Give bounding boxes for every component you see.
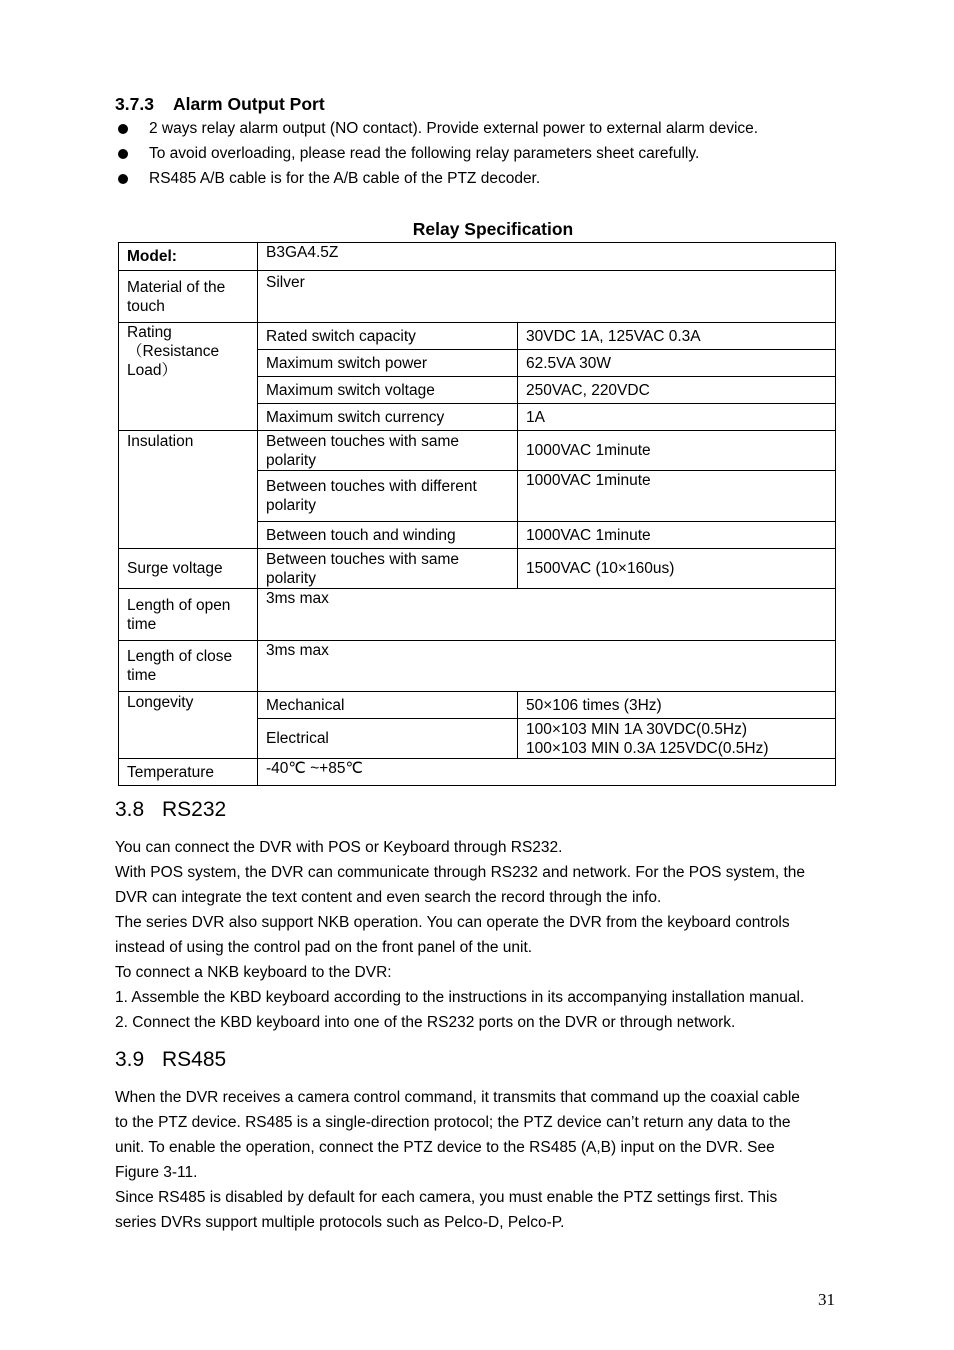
value-cell: 30VDC 1A, 125VAC 0.3A	[518, 323, 836, 350]
param-cell: Electrical	[258, 719, 518, 759]
value-cell: 1500VAC (10×160us)	[518, 549, 836, 589]
param-cell: Maximum switch currency	[258, 404, 518, 431]
param-cell: Maximum switch voltage	[258, 377, 518, 404]
temperature-label: Temperature	[119, 759, 258, 786]
value-cell: 1000VAC 1minute	[518, 431, 836, 471]
section-title: RS232	[162, 798, 227, 821]
bullet-dot-icon	[118, 124, 128, 134]
paragraph-line: to the PTZ device. RS485 is a single-direction protocol; the PTZ device can’t return any data to the	[115, 1114, 791, 1131]
rating-label: Rating （Resistance Load）	[119, 323, 258, 431]
paragraph-line: When the DVR receives a camera control command, it transmits that command up the coaxial cable	[115, 1089, 800, 1106]
bullet-item: RS485 A/B cable is for the A/B cable of the PTZ decoder.	[115, 169, 758, 194]
section-title: Alarm Output Port	[173, 94, 325, 114]
section-number: 3.8	[115, 798, 145, 821]
bullet-dot-icon	[118, 174, 128, 184]
param-cell: Between touches with same polarity	[258, 549, 518, 589]
bullet-dot-icon	[118, 149, 128, 159]
paragraph-line: To connect a NKB keyboard to the DVR:	[115, 964, 392, 981]
paragraph-line: With POS system, the DVR can communicate through RS232 and network. For the POS system, the	[115, 864, 806, 881]
paragraph-line: unit. To enable the operation, connect the PTZ device to the RS485 (A,B) input on the DVR. See	[115, 1139, 775, 1156]
section-heading-3-9	[115, 1048, 226, 1072]
table-row	[119, 692, 836, 719]
param-cell: Maximum switch power	[258, 350, 518, 377]
value-cell: 1A	[518, 404, 836, 431]
section-number: 3.7.3	[115, 94, 154, 114]
param-cell: Between touches with different polarity	[258, 471, 518, 522]
close-time-value: 3ms max	[258, 641, 836, 692]
paragraph-line: Since RS485 is disabled by default for each camera, you must enable the PTZ settings first. This	[115, 1189, 778, 1206]
rs485-body	[115, 1085, 875, 1235]
table-row	[119, 271, 836, 323]
table-row	[119, 323, 836, 350]
table-row	[119, 589, 836, 641]
close-time-label: Length of close time	[119, 641, 258, 692]
param-cell: Between touches with same polarity	[258, 431, 518, 471]
paragraph-line: DVR can integrate the text content and even search the record through the info.	[115, 889, 662, 906]
bullet-list	[115, 119, 758, 194]
section-number: 3.9	[115, 1048, 145, 1071]
open-time-value: 3ms max	[258, 589, 836, 641]
paragraph-line: You can connect the DVR with POS or Keyboard through RS232.	[115, 839, 563, 856]
param-cell: Between touch and winding	[258, 522, 518, 549]
paragraph-line: 2. Connect the KBD keyboard into one of the RS232 ports on the DVR or through network.	[115, 1014, 736, 1031]
rs232-body	[115, 835, 875, 1035]
table-row	[119, 549, 836, 589]
param-cell: Rated switch capacity	[258, 323, 518, 350]
paragraph-line: 1. Assemble the KBD keyboard according to the instructions in its accompanying installation manual.	[115, 989, 805, 1006]
section-heading-3-8	[115, 798, 226, 822]
param-cell: Mechanical	[258, 692, 518, 719]
paragraph-line: Figure 3-11.	[115, 1164, 198, 1181]
value-cell: 62.5VA 30W	[518, 350, 836, 377]
insulation-label: Insulation	[119, 431, 258, 549]
value-cell: 1000VAC 1minute	[518, 522, 836, 549]
surge-label: Surge voltage	[119, 549, 258, 589]
material-value: Silver	[258, 271, 836, 323]
relay-spec-table	[118, 242, 836, 786]
table-caption: Relay Specification	[412, 219, 574, 239]
value-cell: 100×103 MIN 1A 30VDC(0.5Hz) 100×103 MIN 0.3A 125VDC(0.5Hz)	[518, 719, 836, 759]
material-label: Material of the touch	[119, 271, 258, 323]
model-value: B3GA4.5Z	[258, 243, 836, 271]
table-row	[119, 759, 836, 786]
page-number: 31	[818, 1290, 835, 1309]
model-label: Model:	[119, 243, 258, 271]
temperature-value: -40℃ ~+85℃	[258, 759, 836, 786]
open-time-label: Length of open time	[119, 589, 258, 641]
table-row	[119, 431, 836, 471]
value-cell: 50×106 times (3Hz)	[518, 692, 836, 719]
value-cell: 250VAC, 220VDC	[518, 377, 836, 404]
bullet-item: To avoid overloading, please read the following relay parameters sheet carefully.	[115, 144, 758, 169]
longevity-label: Longevity	[119, 692, 258, 759]
table-row	[119, 243, 836, 271]
paragraph-line: The series DVR also support NKB operation. You can operate the DVR from the keyboard controls	[115, 914, 790, 931]
paragraph-line: instead of using the control pad on the front panel of the unit.	[115, 939, 533, 956]
section-title: RS485	[162, 1048, 227, 1071]
paragraph-line: series DVRs support multiple protocols such as Pelco-D, Pelco-P.	[115, 1214, 565, 1231]
section-heading-3-7-3	[115, 94, 325, 115]
value-cell: 1000VAC 1minute	[518, 471, 836, 522]
table-row	[119, 641, 836, 692]
bullet-item: 2 ways relay alarm output (NO contact). Provide external power to external alarm device.	[115, 119, 758, 144]
